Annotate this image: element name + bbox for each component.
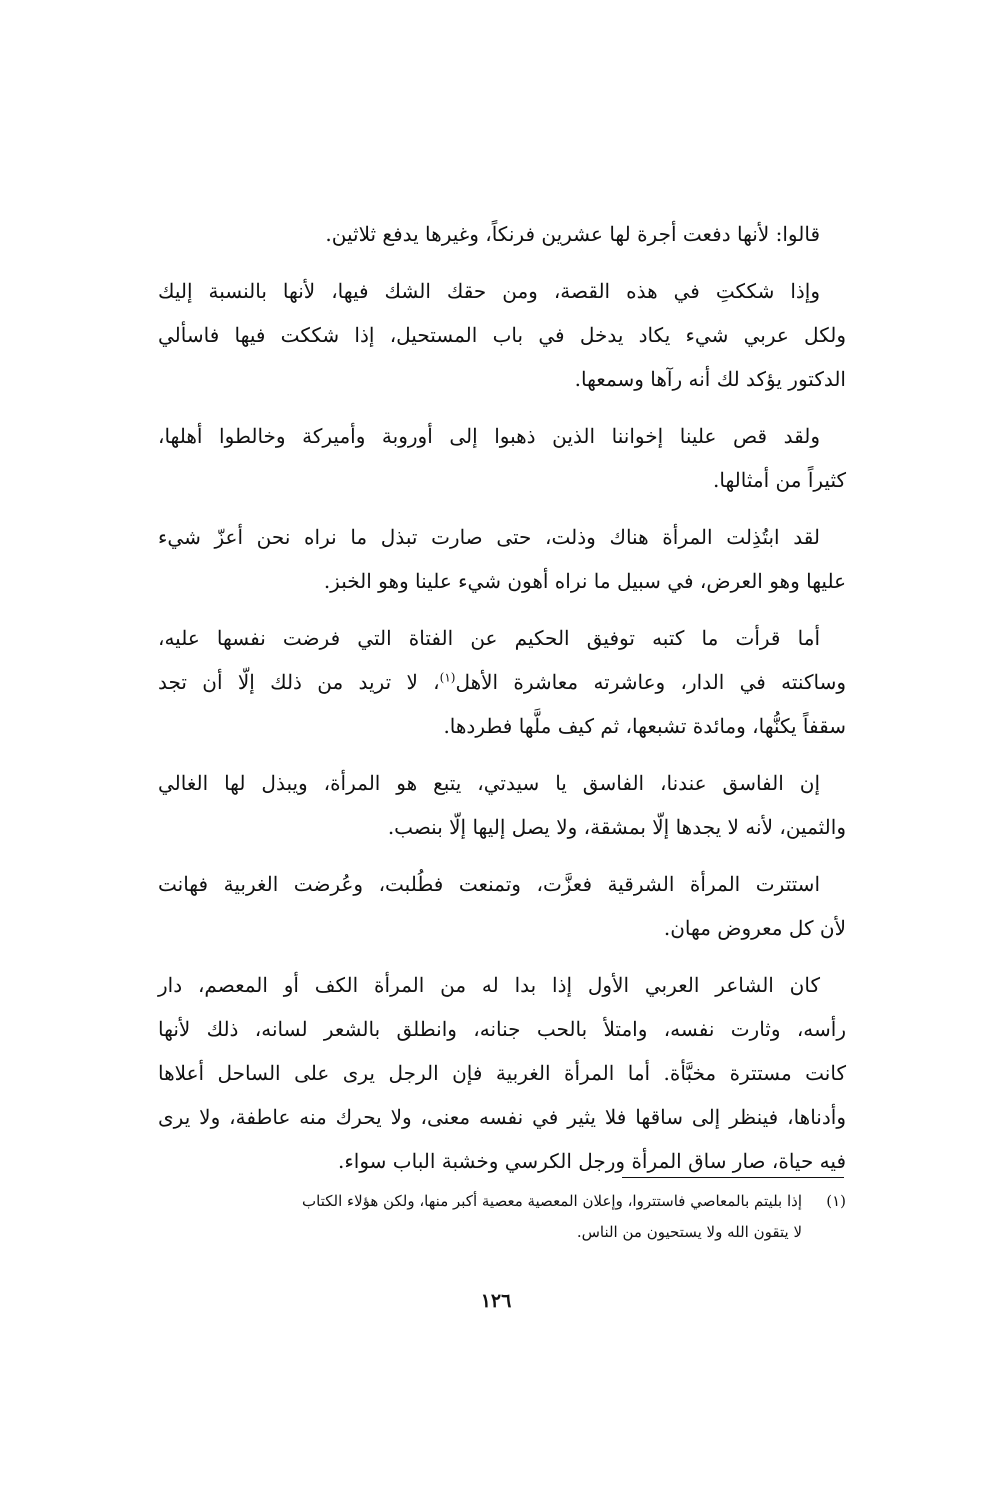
paragraph-line: قالوا: لأنها دفعت أجرة لها عشرين فرنكاً، وغيرها يدفع ثلاثين. xyxy=(325,222,820,246)
paragraph xyxy=(158,269,846,401)
paragraph xyxy=(158,515,846,603)
paragraph-line: عليها وهو العرض، في سبيل ما نراه أهون شيء علينا وهو الخبز. xyxy=(323,569,846,593)
paragraph xyxy=(158,862,846,950)
paragraph-line: ولكل عربي شيء يكاد يدخل في باب المستحيل، إذا شككت فيها فاسألي xyxy=(158,323,846,347)
paragraph-line: ولقد قص علينا إخواننا الذين ذهبوا إلى أوروبة وأميركة وخالطوا أهلها، xyxy=(158,424,821,448)
page-number: ١٢٦ xyxy=(480,1290,512,1312)
paragraph-line: وإذا شككتِ في هذه القصة، ومن حقك الشك فيها، لأنها بالنسبة إليك xyxy=(158,279,820,303)
footnote-line: لا يتقون الله ولا يستحيون من الناس. xyxy=(576,1223,802,1241)
paragraph xyxy=(158,963,846,1183)
paragraph-line: فيه حياة، صار ساق المرأة ورجل الكرسي وخشبة الباب سواء. xyxy=(338,1149,846,1173)
footnote-reference[interactable]: (١) xyxy=(439,670,456,685)
paragraph xyxy=(158,761,846,849)
paragraph-line: كانت مستترة مخبَّأة. أما المرأة الغربية فإن الرجل يرى على الساحل أعلاها xyxy=(158,1061,846,1085)
paragraph xyxy=(158,616,846,748)
paragraph-line: إن الفاسق عندنا، الفاسق يا سيدتي، يتبع هو المرأة، ويبذل لها الغالي xyxy=(158,771,820,795)
paragraph-line: أما قرأت ما كتبه توفيق الحكيم عن الفتاة التي فرضت نفسها عليه، xyxy=(158,626,820,650)
paragraph-line: سقفاً يكنُّها، ومائدة تشبعها، ثم كيف ملَّها فطردها. xyxy=(443,714,846,738)
footnote-text xyxy=(158,1186,802,1248)
paragraph-line: وساكنته في الدار، وعاشرته معاشرة الأهل$^{(١)}$، لا تريد من ذلك إلّا أن تجد xyxy=(158,670,846,694)
paragraph xyxy=(158,414,846,502)
paragraph-line: كان الشاعر العربي الأول إذا بدا له من المرأة الكف أو المعصم، دار xyxy=(158,973,820,997)
paragraph xyxy=(158,212,846,256)
book-page-body xyxy=(158,212,846,1196)
paragraph-line: استترت المرأة الشرقية فعزَّت، وتمنعت فطُلبت، وعُرضت الغربية فهانت xyxy=(158,872,820,896)
paragraph-line: الدكتور يؤكد لك أنه رآها وسمعها. xyxy=(574,367,846,391)
footnotes xyxy=(158,1186,846,1248)
footnote-line: إذا بليتم بالمعاصي فاستتروا، وإعلان المعصية معصية أكبر منها، ولكن هؤلاء الكتاب xyxy=(302,1192,802,1210)
paragraph-line: لقد ابتُذِلت المرأة هناك وذلت، حتى صارت تبذل ما نراه نحن أعزّ شيء xyxy=(158,525,820,549)
footnote-separator xyxy=(622,1177,844,1178)
footnote-marker: (١) xyxy=(826,1192,846,1210)
paragraph-line: لأن كل معروض مهان. xyxy=(663,916,846,940)
paragraph-line: كثيراً من أمثالها. xyxy=(713,468,846,492)
paragraph-line: والثمين، لأنه لا يجدها إلّا بمشقة، ولا يصل إليها إلّا بنصب. xyxy=(387,815,846,839)
paragraph-line: وأدناها، فينظر إلى ساقها فلا يثير في نفسه معنى، ولا يحرك منه عاطفة، ولا يرى xyxy=(158,1105,846,1129)
paragraph-line: رأسه، وثارت نفسه، وامتلأ بالحب جنانه، وانطلق بالشعر لسانه، ذلك لأنها xyxy=(158,1017,846,1041)
footnote-item xyxy=(158,1186,846,1248)
